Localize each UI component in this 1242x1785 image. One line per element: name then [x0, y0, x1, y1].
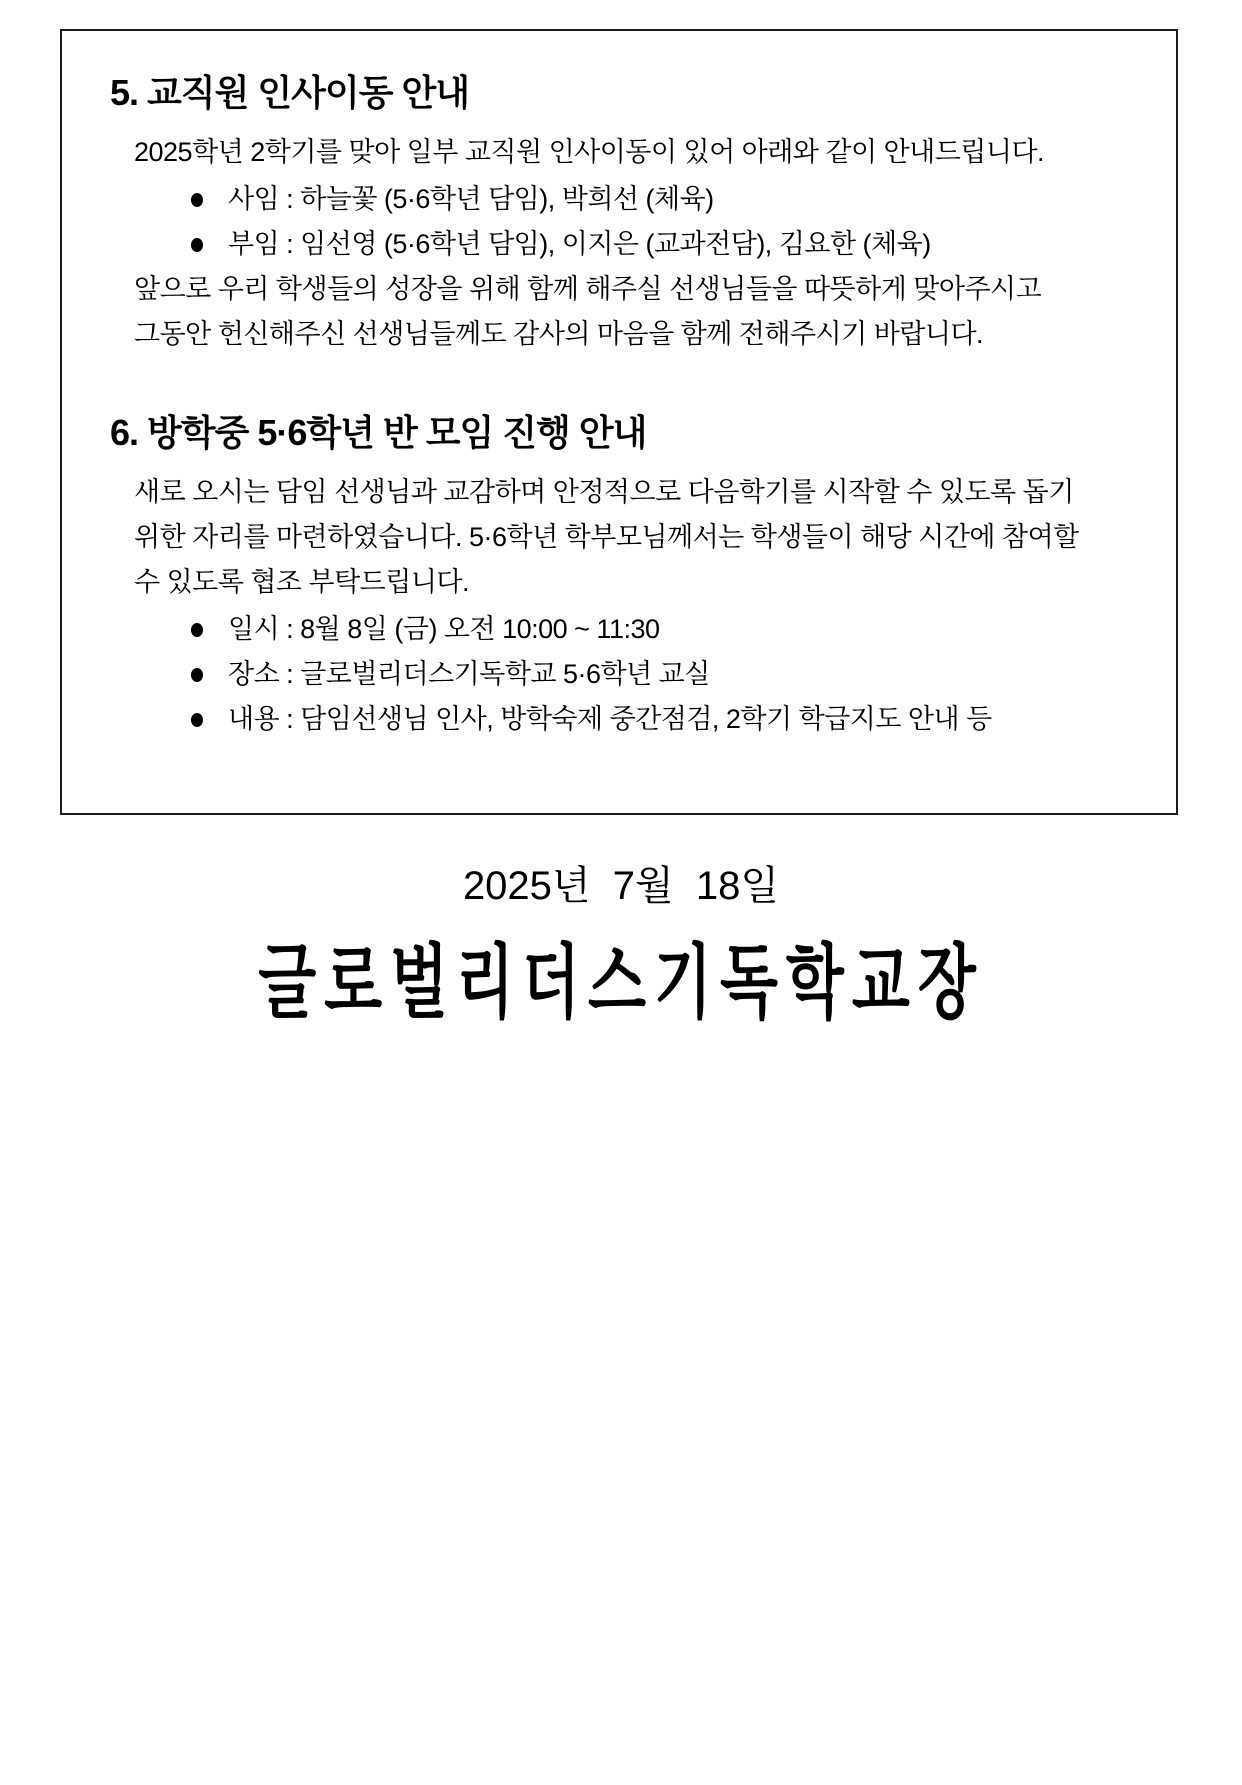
section-5-body: [134, 130, 1132, 357]
section-6-number: 6.: [110, 412, 139, 453]
section-5-intro-paragraph: [134, 130, 1132, 175]
section-6-title: 방학중 5·6학년 반 모임 진행 안내: [147, 412, 647, 453]
bullet-text: 사임 : 하늘꽃 (5·6학년 담임), 박희선 (체육): [228, 184, 714, 214]
text-line: 앞으로 우리 학생들의 성장을 위해 함께 해주실 선생님들을 따뜻하게 맞아주시고: [134, 274, 1042, 304]
bullet-item: [191, 652, 1132, 697]
bullet-dot-icon: [191, 623, 203, 637]
bullet-item: [191, 222, 1132, 267]
section-6-intro-paragraph: [134, 470, 1132, 605]
section-5-outro-paragraph: [134, 267, 1132, 357]
issue-date: 2025년 7월 18일: [462, 864, 780, 908]
bullet-item: [191, 697, 1132, 742]
section-5: [110, 71, 1132, 357]
text-line: 2025학년 2학기를 맞아 일부 교직원 인사이동이 있어 아래와 같이 안내드립니다.: [134, 137, 1045, 167]
text-line: 위한 자리를 마련하였습니다. 5·6학년 학부모님께서는 학생들이 해당 시간에 참여할: [134, 522, 1079, 552]
notice-box: [60, 29, 1178, 815]
section-5-title: 교직원 인사이동 안내: [147, 72, 470, 113]
bullet-dot-icon: [191, 668, 203, 682]
text-line: 새로 오시는 담임 선생님과 교감하며 안정적으로 다음학기를 시작할 수 있도록 돕기: [134, 477, 1074, 507]
bullet-dot-icon: [191, 713, 203, 727]
section-5-heading: [110, 71, 1132, 115]
text-line: 수 있도록 협조 부탁드립니다.: [134, 567, 469, 597]
bullet-text: 내용 : 담임선생님 인사, 방학숙제 중간점검, 2학기 학급지도 안내 등: [228, 704, 992, 734]
bullet-dot-icon: [191, 238, 203, 252]
bullet-item: [191, 177, 1132, 222]
section-5-bullet-list: [134, 177, 1132, 267]
bullet-text: 부임 : 임선영 (5·6학년 담임), 이지은 (교과전담), 김요한 (체육): [228, 229, 931, 259]
section-6-heading: [110, 411, 1132, 455]
bullet-text: 장소 : 글로벌리더스기독학교 5·6학년 교실: [228, 659, 710, 689]
notice-page: [0, 29, 1242, 1785]
section-6-bullet-list: [134, 607, 1132, 742]
section-6-body: [134, 470, 1132, 742]
signatory-line: 글로벌리더스기독학교장: [258, 937, 984, 1029]
section-6: [110, 411, 1132, 742]
bullet-item: [191, 607, 1132, 652]
bullet-dot-icon: [191, 193, 203, 207]
text-line: 그동안 헌신해주신 선생님들께도 감사의 마음을 함께 전해주시기 바랍니다.: [134, 319, 984, 349]
bullet-text: 일시 : 8월 8일 (금) 오전 10:00 ~ 11:30: [228, 614, 660, 644]
section-5-number: 5.: [110, 72, 139, 113]
